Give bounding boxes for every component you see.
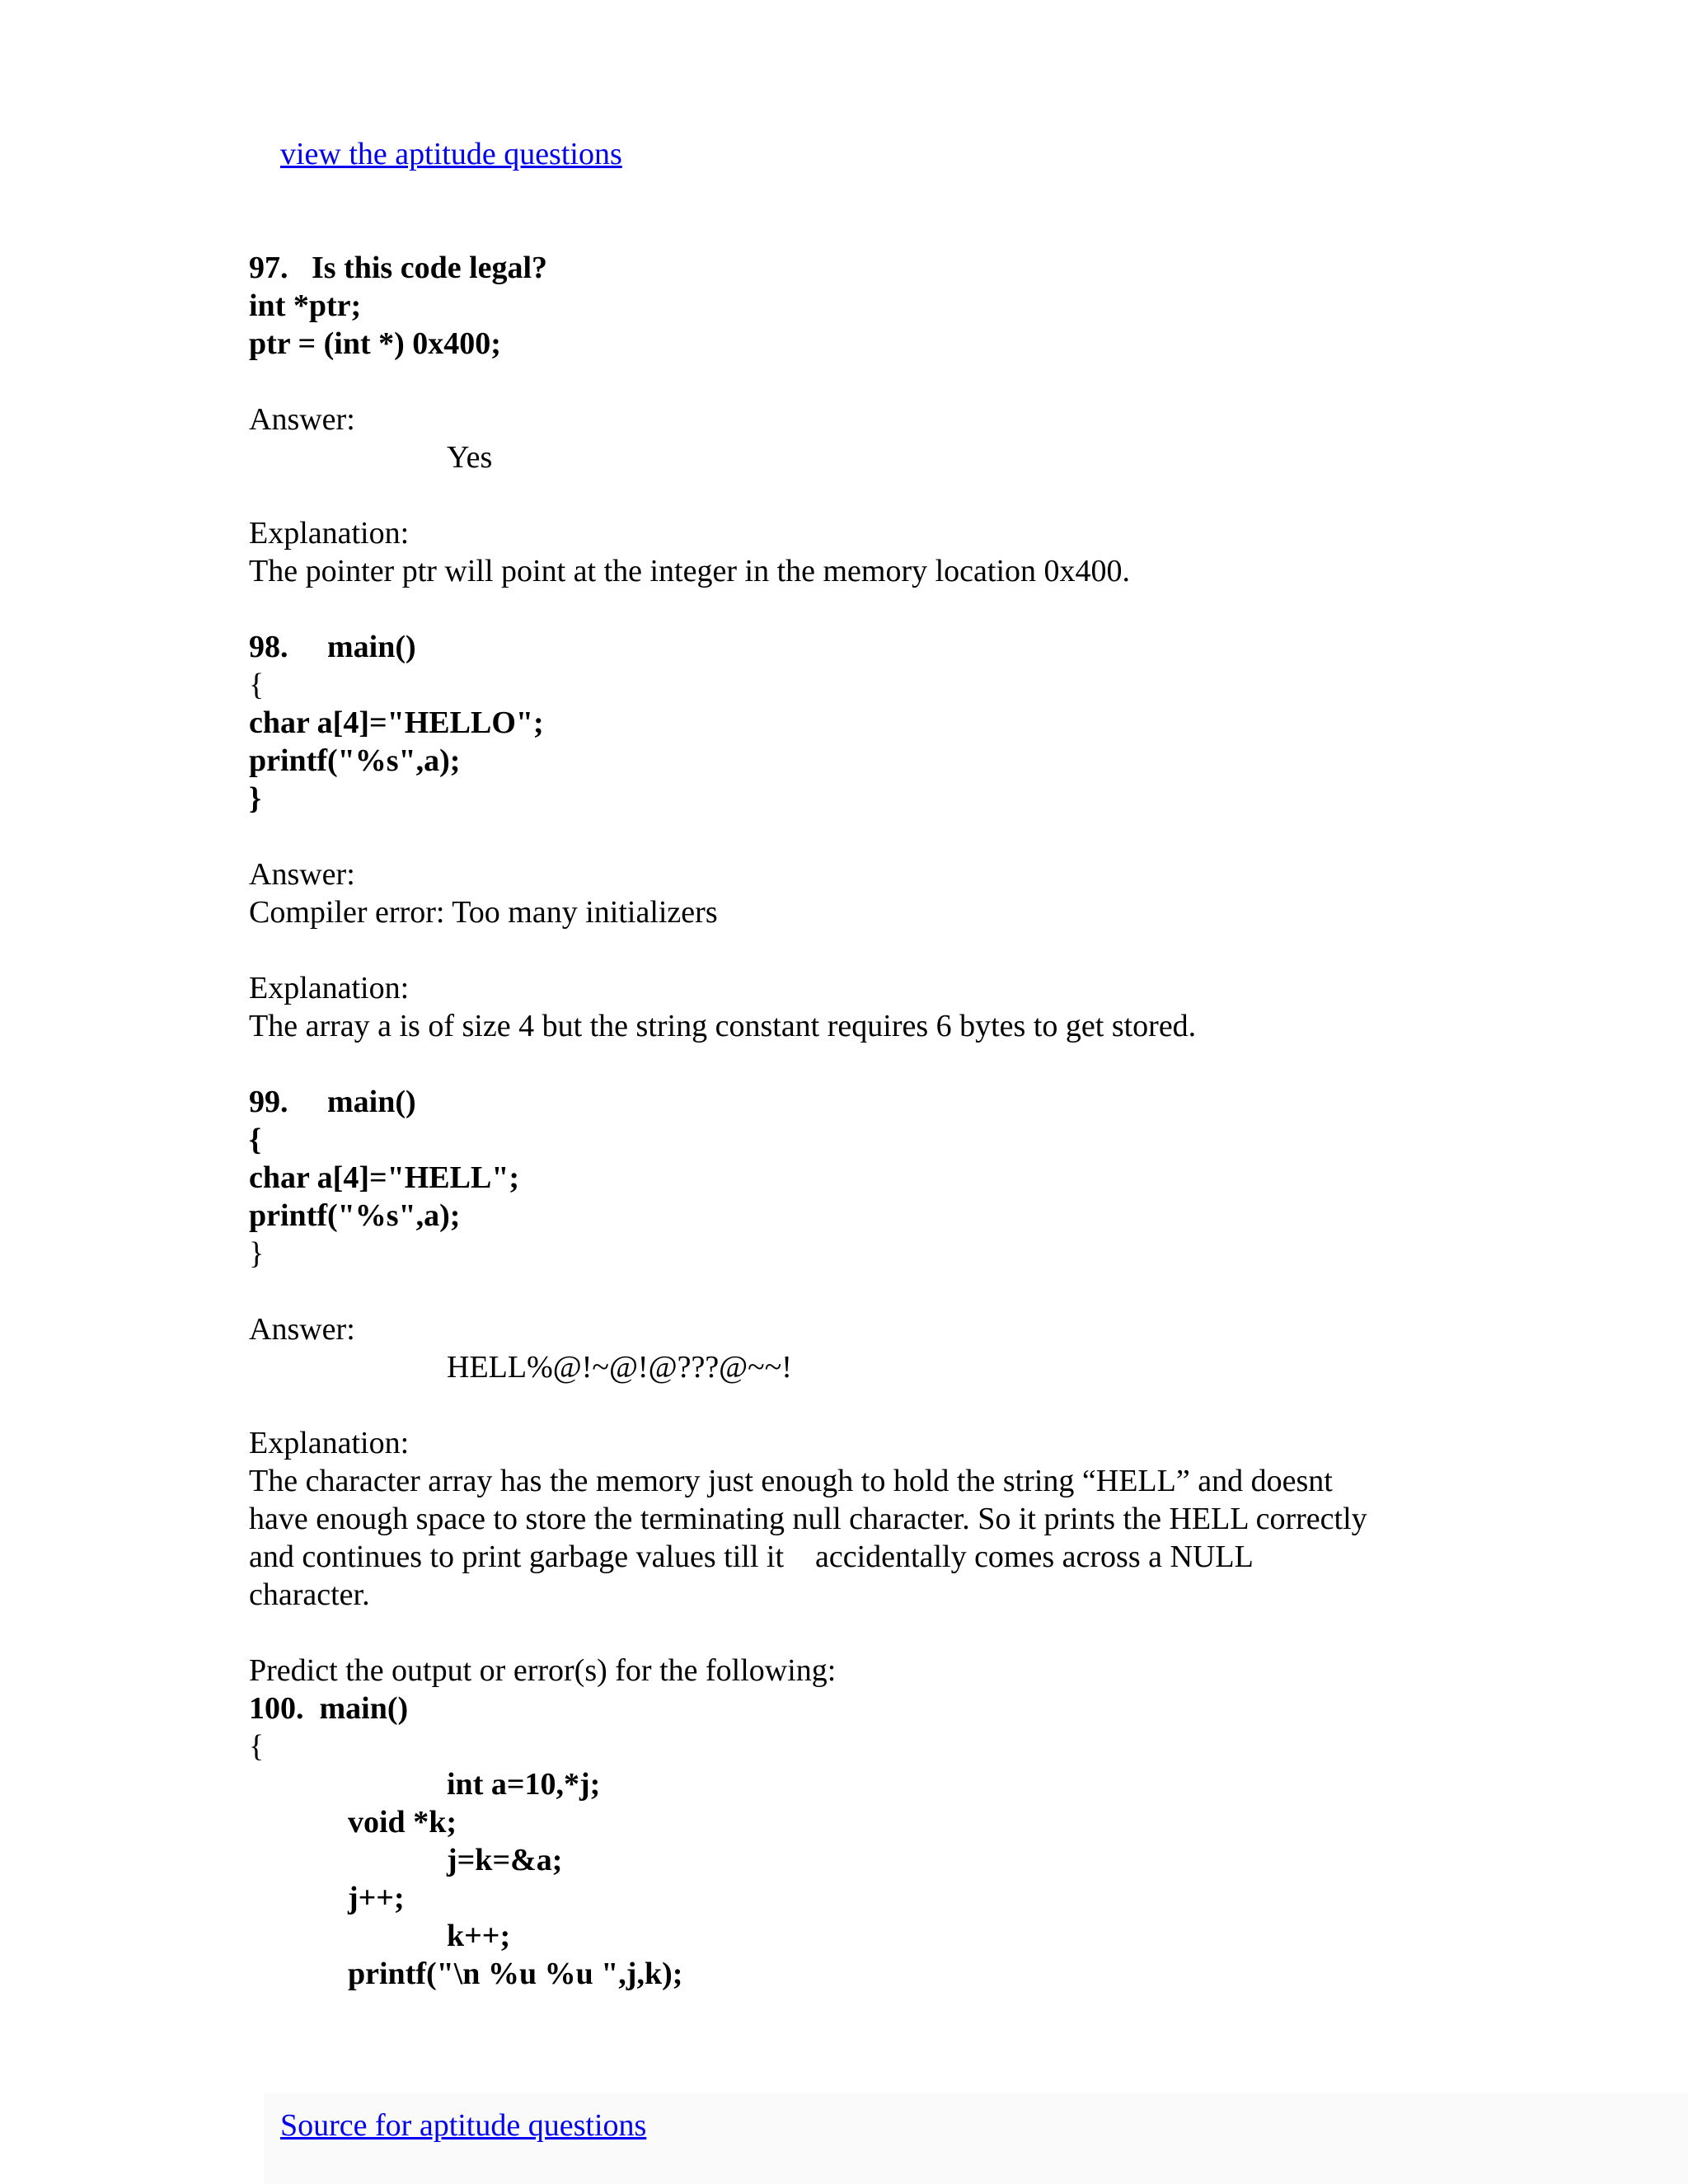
bottom-link-line [249,2069,1452,2182]
q98-code-line-4: } [249,781,261,816]
question-98-heading: 98. main() [249,630,416,664]
view-aptitude-questions-link[interactable]: view the aptitude questions [280,137,622,171]
q98-answer: Compiler error: Too many initializers [249,895,718,930]
q99-code-line-4: } [249,1236,265,1271]
q100-code-line-1: { [249,1729,265,1764]
q98-code-line-3: printf("%s",a); [249,743,461,778]
q99-code-line-3: printf("%s",a); [249,1198,461,1233]
q100-code-line-4: j=k=&a; [447,1843,563,1877]
spacer [249,1045,1452,1083]
q99-explanation-line-1: The character array has the memory just enough to hold the string “HELL” and doesnt [249,1464,1333,1498]
q100-code-line-5: j++; [348,1881,405,1915]
q100-code-line-7: printf("\n %u %u ",j,k); [348,1957,683,1991]
q99-code-line-2: char a[4]="HELL"; [249,1160,520,1195]
question-99-heading: 99. main() [249,1085,416,1119]
spacer [249,1614,1452,1652]
q97-code-line-1: int *ptr; [249,288,362,323]
q98-explanation: The array a is of size 4 but the string constant requires 6 bytes to get stored. [249,1009,1197,1043]
q97-answer-label: Answer: [249,402,355,437]
document-page [249,97,1452,2182]
q99-explanation-line-2: have enough space to store the terminating null character. So it prints the HELL correctly [249,1502,1367,1536]
q100-code-line-2: int a=10,*j; [447,1767,601,1802]
spacer [249,476,1452,514]
q99-explanation-label: Explanation: [249,1426,410,1460]
q100-prompt: Predict the output or error(s) for the following: [249,1653,837,1688]
q99-code-line-1: { [249,1122,261,1157]
q99-explanation-line-3: and continues to print garbage values till it accidentally comes across a NULL [249,1540,1254,1574]
spacer [249,363,1452,401]
spacer [249,2031,1452,2069]
source-aptitude-questions-link[interactable]: Source for aptitude questions [280,2108,647,2143]
q100-code-line-6: k++; [447,1919,511,1953]
spacer [249,590,1452,628]
q99-answer: HELL%@!~@!@???@~~! [447,1350,792,1385]
spacer [249,931,1452,969]
q97-answer: Yes [447,440,493,475]
spacer [249,1993,1452,2031]
q97-explanation-label: Explanation: [249,516,410,551]
question-100-heading: 100. main() [249,1691,409,1726]
q99-explanation-line-4: character. [249,1577,370,1612]
q98-answer-label: Answer: [249,857,355,892]
spacer [249,211,1452,249]
spacer [249,818,1452,855]
q97-explanation: The pointer ptr will point at the integer in the memory location 0x400. [249,554,1131,588]
q98-code-line-1: { [249,668,265,702]
q98-code-line-2: char a[4]="HELLO"; [249,705,544,740]
q99-answer-label: Answer: [249,1312,355,1347]
spacer [249,1386,1452,1424]
q98-explanation-label: Explanation: [249,971,410,1005]
q97-code-line-2: ptr = (int *) 0x400; [249,326,501,361]
q100-code-line-3: void *k; [348,1805,457,1840]
top-link-line [249,97,1452,211]
spacer [249,1272,1452,1310]
question-97-heading: 97. Is this code legal? [249,251,548,285]
